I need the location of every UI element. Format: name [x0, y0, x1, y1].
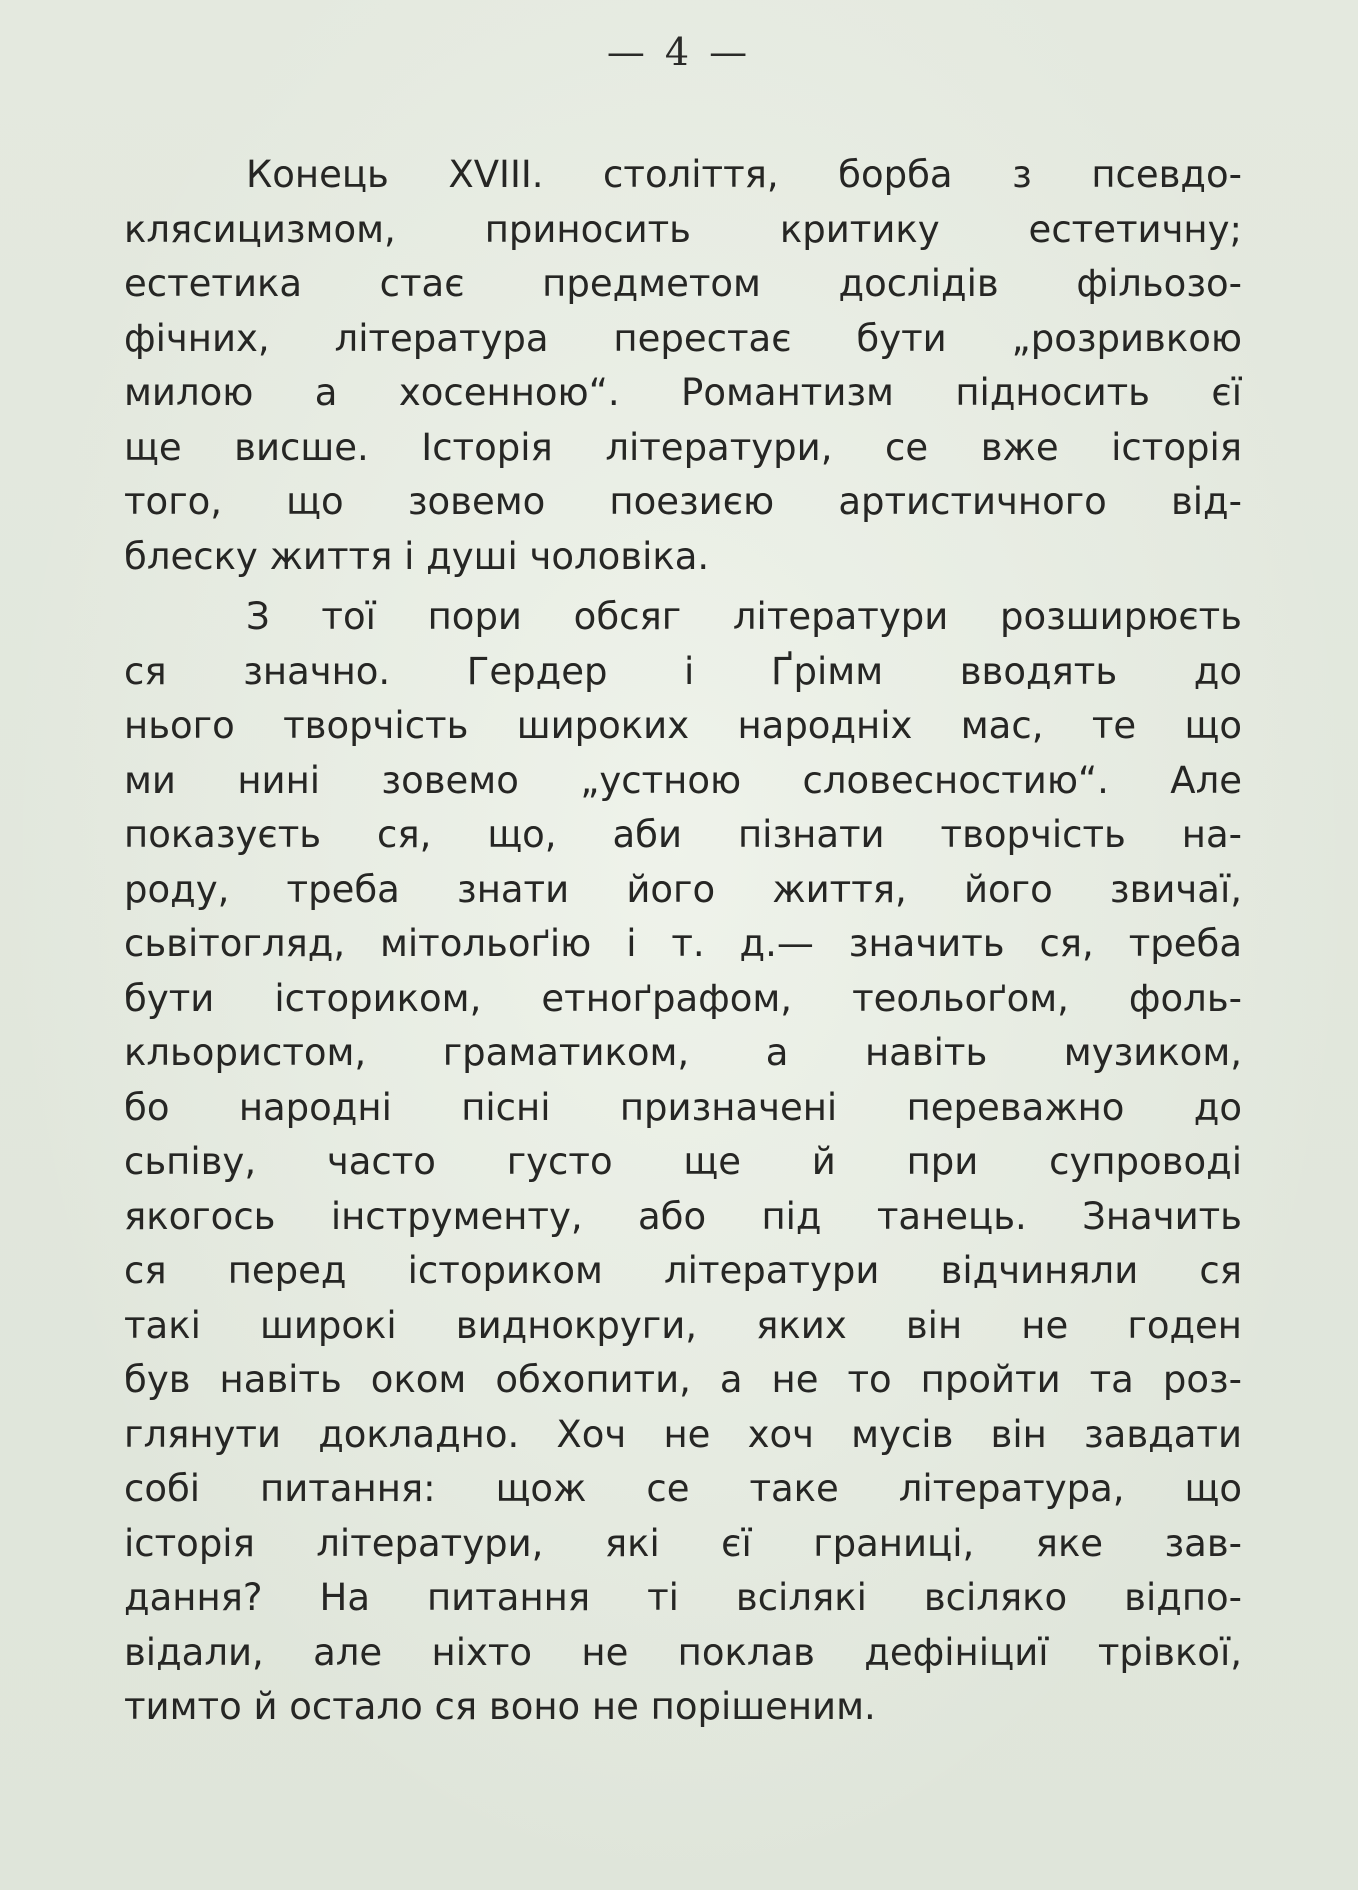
paragraph-2-line-1: З тої пори обсяг літератури розширюєть [246, 595, 1242, 638]
body-text [124, 148, 1242, 1735]
paragraph-2-line-5: показуєть ся, що, аби пізнати творчість на- [124, 813, 1242, 856]
paragraph-2-line-20: відали, але ніхто не поклав дефініциї трівкої, [124, 1630, 1242, 1674]
paragraph-2-line-18: історія літератури, які єї границі, яке зав- [124, 1521, 1242, 1565]
paragraph-2-line-9: кльористом, граматиком, а навіть музиком, [124, 1031, 1242, 1074]
paragraph-2-line-4: ми нині зовемо „устною словесностию“. Але [124, 758, 1242, 802]
paragraph-2-line-3: нього творчість широких народніх мас, те що [124, 704, 1242, 747]
paragraph-1-line-4: фічних, література перестає бути „розривкою [124, 316, 1242, 360]
paragraph-2-line-19: дання? На питання ті всілякі всіляко відпо- [124, 1576, 1242, 1619]
page-number: — 4 — [606, 30, 752, 74]
paragraph-2-line-21: тимто й остало ся воно не порішеним. [124, 1685, 876, 1728]
paragraph-2-line-2: ся значно. Гердер і Ґрімм вводять до [124, 649, 1242, 693]
paragraph-1-line-8: блеску життя і душі чоловіка. [124, 534, 710, 578]
paragraph-1-line-1: Конець XVIII. століття, борба з псевдо- [246, 153, 1242, 196]
paragraph-2-line-12: якогось інструменту, або під танець. Значить [124, 1194, 1242, 1238]
paragraph-2-line-15: був навіть оком обхопити, а не то пройти та роз- [124, 1358, 1242, 1401]
paragraph-2-line-14: такі широкі виднокруги, яких він не годен [124, 1303, 1242, 1347]
paragraph-2-line-6: роду, треба знати його життя, його звичаї, [124, 867, 1242, 911]
paragraph-2-line-17: собі питання: щож се таке література, що [124, 1467, 1242, 1510]
paragraph-1-line-3: естетика стає предметом дослідів фільозо- [124, 262, 1242, 305]
paragraph-2-line-7: сьвітогляд, мітольоґію і т. д.— значить ся, треба [124, 922, 1242, 965]
paragraph-1-line-2: клясицизмом, приносить критику естетичну; [124, 207, 1242, 251]
paragraph-2-line-13: ся перед істориком літератури відчиняли ся [124, 1249, 1242, 1292]
paragraph-2-line-11: сьпіву, часто густо ще й при супроводі [124, 1140, 1242, 1183]
paragraph-2-line-8: бути істориком, етноґрафом, теольоґом, фоль- [124, 976, 1242, 1020]
paragraph-2-line-10: бо народні пісні призначені переважно до [124, 1085, 1242, 1129]
paragraph-2-line-16: глянути докладно. Хоч не хоч мусів він завдати [124, 1412, 1242, 1456]
paragraph-1-line-7: того, що зовемо поезиєю артистичного від- [124, 480, 1242, 523]
paragraph-1-line-6: ще висше. Історія літератури, се вже історія [124, 425, 1242, 469]
paragraph-1-line-5: милою а хосенною“. Романтизм підносить єї [124, 371, 1242, 414]
